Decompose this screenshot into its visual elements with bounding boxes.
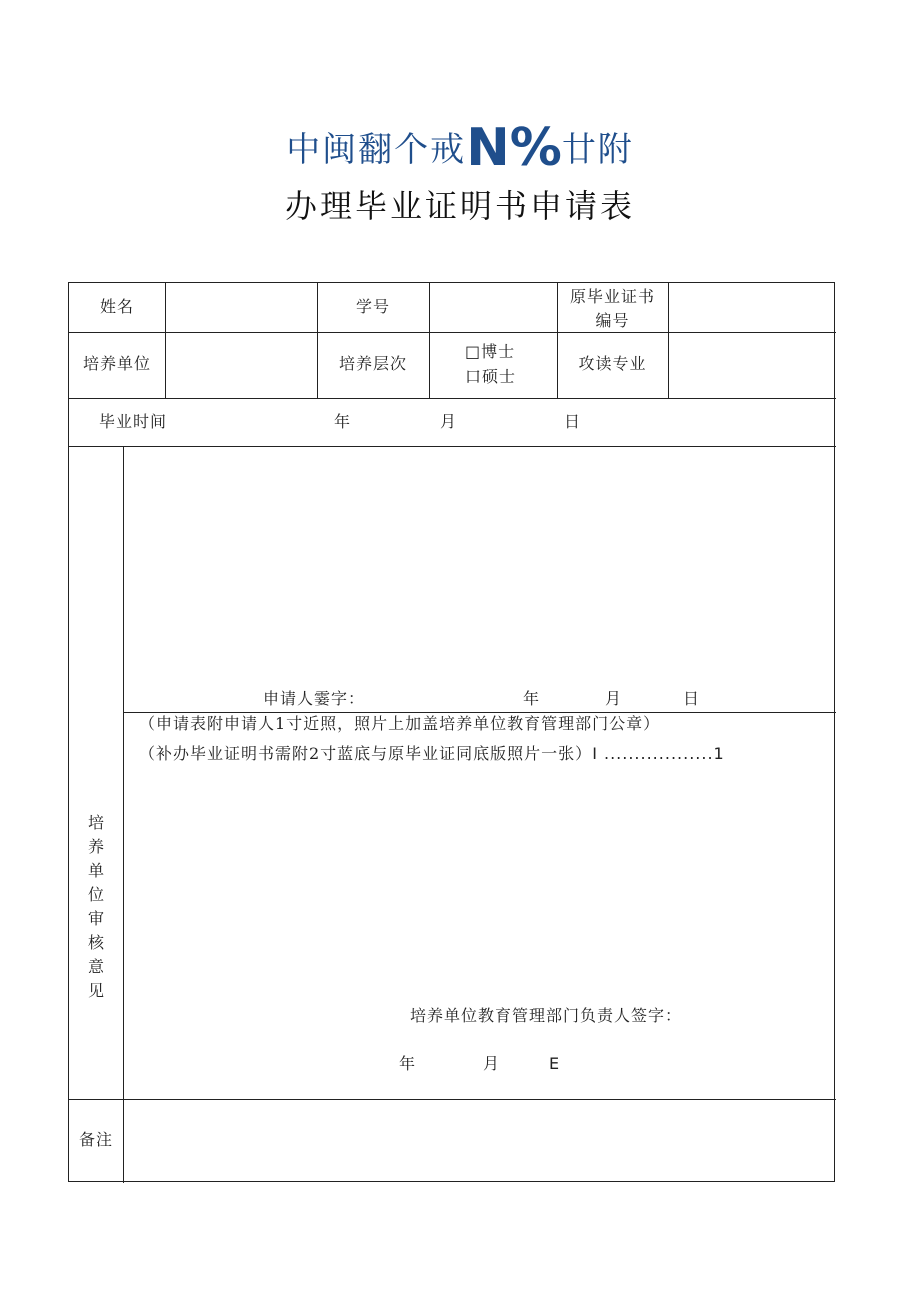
applicant-sign-label: 申请人霎字： <box>263 689 366 708</box>
form-title: 办理毕业证明书申请表 <box>284 187 635 225</box>
grad-year-label: 年 <box>334 412 352 431</box>
review-sign-label: 培养单位教育管理部门负责人签字： <box>410 1006 683 1025</box>
review-year-label: 年 <box>399 1054 417 1073</box>
grad-day-label: 日 <box>564 412 582 431</box>
level-option-doctor[interactable]: □博士 <box>465 342 516 361</box>
review-note-tail: I ..................1 <box>592 744 725 763</box>
major-label: 攻读专业 <box>578 354 647 373</box>
review-side-label: 培 养 单 位 审 核 意 见 <box>87 813 104 1000</box>
cert-no-label-line2: 编号 <box>595 311 630 330</box>
logo-heading <box>0 118 920 180</box>
level-label: 培养层次 <box>338 354 407 373</box>
logo-text: 中闽翻个戒 <box>286 130 467 170</box>
row-divider <box>69 398 836 399</box>
review-note-photo: （申请表附申请人1寸近照，照片上加盖培养单位教育管理部门公章） <box>139 714 661 733</box>
logo-tail-text: 廿附 <box>561 130 634 170</box>
col-divider <box>123 446 124 1183</box>
logo-big-text: N% <box>466 118 562 178</box>
row-divider <box>69 446 836 447</box>
row-divider <box>69 1099 836 1100</box>
review-day-label: E <box>549 1054 561 1073</box>
unit-label: 培养单位 <box>82 354 151 373</box>
level-option-master[interactable]: 口硕士 <box>465 367 517 386</box>
col-divider <box>429 283 430 398</box>
application-form-table <box>68 282 835 1182</box>
name-label: 姓名 <box>99 297 134 316</box>
review-note-reissue: （补办毕业证明书需附2寸蓝底与原毕业证同底版照片一张）I ..................1 <box>139 744 725 763</box>
col-divider <box>165 283 166 398</box>
applicant-year-label: 年 <box>523 689 541 708</box>
applicant-month-label: 月 <box>605 689 623 708</box>
remarks-label: 备注 <box>78 1130 113 1149</box>
review-month-label: 月 <box>483 1054 501 1073</box>
applicant-day-label: 日 <box>683 689 701 708</box>
cert-no-label-line1: 原毕业证书 <box>569 287 655 306</box>
grad-month-label: 月 <box>440 412 458 431</box>
student-id-label: 学号 <box>355 297 390 316</box>
row-divider <box>69 332 836 333</box>
grad-time-label: 毕业时间 <box>99 412 168 431</box>
col-divider <box>668 283 669 398</box>
